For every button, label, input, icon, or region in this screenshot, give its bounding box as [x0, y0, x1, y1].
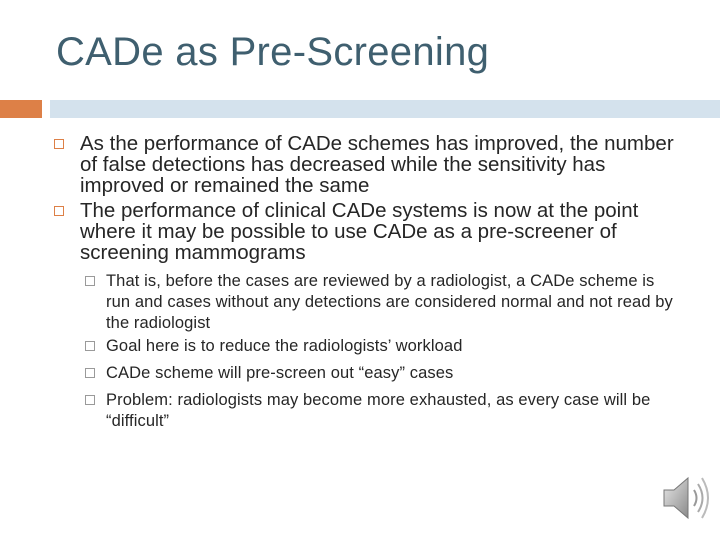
sub-bullet-text: That is, before the cases are reviewed by a radiologist, a CADe scheme is run and cases without any detections are considered normal and not read by the radiologist	[106, 272, 673, 332]
square-bullet-icon	[54, 206, 64, 216]
sub-bullet-item	[106, 390, 676, 432]
square-bullet-icon	[85, 395, 95, 405]
square-bullet-icon	[85, 276, 95, 286]
speaker-icon[interactable]	[656, 468, 716, 528]
sub-bullet-item	[106, 336, 676, 357]
sub-bullet-list	[0, 271, 720, 432]
square-bullet-icon	[54, 139, 64, 149]
sub-bullet-text: Goal here is to reduce the radiologists’ workload	[106, 337, 463, 355]
bullet-item	[80, 200, 685, 263]
slide-content	[0, 133, 720, 438]
title-accent-bar-orange	[0, 100, 42, 118]
square-bullet-icon	[85, 341, 95, 351]
square-bullet-icon	[85, 368, 95, 378]
bullet-item	[80, 133, 685, 196]
sub-bullet-text: CADe scheme will pre-screen out “easy” cases	[106, 364, 454, 382]
sub-bullet-item	[106, 271, 676, 334]
sub-bullet-item	[106, 363, 676, 384]
title-accent-bar-blue	[50, 100, 720, 118]
bullet-text: As the performance of CADe schemes has improved, the number of false detections has decreased while the sensitivity has improved or remained the same	[80, 132, 674, 197]
sub-bullet-text: Problem: radiologists may become more exhausted, as every case will be “difficult”	[106, 391, 651, 430]
bullet-text: The performance of clinical CADe systems is now at the point where it may be possible to use CADe as a pre-screener of screening mammograms	[80, 199, 639, 264]
slide-title: CADe as Pre-Screening	[56, 30, 490, 74]
